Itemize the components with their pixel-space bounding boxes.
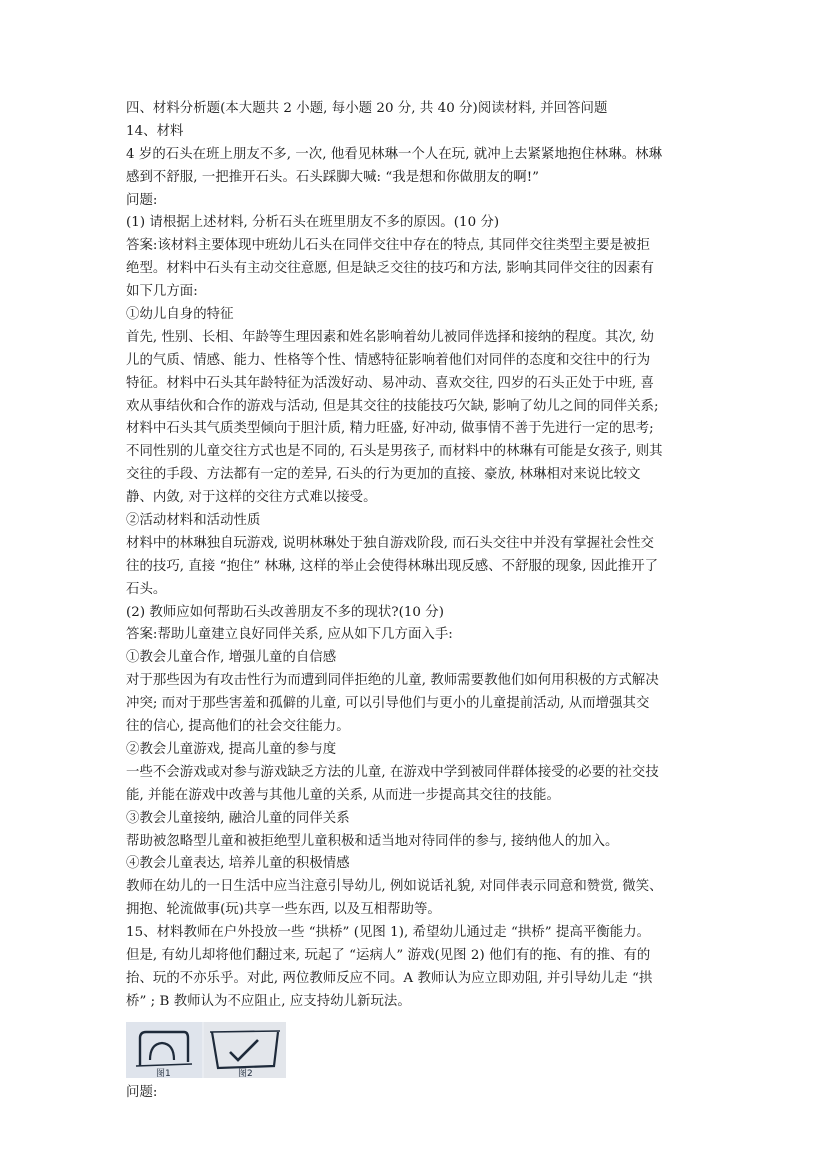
answer2-item2-line: 一些不会游戏或对参与游戏缺乏方法的儿童, 在游戏中学到被同伴群体接受的必要的社交技 bbox=[126, 764, 659, 780]
figure-1-label: 图1 bbox=[156, 1068, 171, 1078]
answer2-item1-line: 往的信心, 提高他们的社会交往能力。 bbox=[126, 719, 350, 735]
point1-line: 材料中石头其气质类型倾向于胆汁质, 精力旺盛, 好冲动, 做事情不善于先进行一定的思考; bbox=[126, 421, 654, 437]
point1-line: 儿的气质、情感、能力、性格等个性、情感特征影响着他们对同伴的态度和交往中的行为 bbox=[126, 352, 651, 368]
answer1-line: 答案:该材料主要体现中班幼儿石头在同伴交往中存在的特点, 其同伴交往类型主要是被拒 bbox=[126, 238, 650, 254]
point1-line: 特征。材料中石头其年龄特征为活泼好动、易冲动、喜欢交往, 四岁的石头正处于中班, 喜 bbox=[126, 375, 654, 391]
q15-material-line: 15、材料教师在户外投放一些 “拱桥” (见图 1), 希望幼儿通过走 “拱桥” 提高平衡能力。 bbox=[126, 925, 651, 941]
figure-strip bbox=[126, 1022, 286, 1078]
point1-line: 首先, 性别、长相、年龄等生理因素和姓名影响着幼儿被同伴选择和接纳的程度。其次, 幼 bbox=[126, 329, 654, 345]
answer2-item4-line: 拥抱、轮流做事(玩)共享一些东西, 以及互相帮助等。 bbox=[126, 902, 441, 918]
point2-line: 往的技巧, 直接 “抱住” 林琳, 这样的举止会使得林琳出现反感、不舒服的现象, 因此推开了 bbox=[126, 558, 659, 574]
point1-title: ①幼儿自身的特征 bbox=[126, 307, 234, 323]
figure-2-label: 图2 bbox=[238, 1068, 253, 1078]
point1-line: 欢从事结伙和合作的游戏与活动, 但是其交往的技能技巧欠缺, 影响了幼儿之间的同伴关系; bbox=[126, 398, 659, 414]
answer2-item2-title: ②教会儿童游戏, 提高儿童的参与度 bbox=[126, 741, 337, 757]
figure-2-flipped-bridge bbox=[204, 1022, 286, 1078]
point1-line: 交往的手段、方法都有一定的差异, 石头的行为更加的直接、豪放, 林琳相对来说比较文 bbox=[126, 467, 641, 483]
q14-sub-question-1: (1) 请根据上述材料, 分析石头在班里朋友不多的原因。(10 分) bbox=[126, 215, 500, 231]
answer2-item2-line: 能, 并能在游戏中改善与其他儿童的关系, 从而进一步提高其交往的技能。 bbox=[126, 787, 560, 803]
arch-bridge-sketch bbox=[126, 1022, 202, 1078]
point2-line: 材料中的林琳独自玩游戏, 说明林琳处于独自游戏阶段, 而石头交往中并没有掌握社会性交 bbox=[126, 535, 654, 551]
figure-1-arch-bridge bbox=[126, 1022, 202, 1078]
q14-material-line: 感到不舒服, 一把推开石头。石头踩脚大喊: “我是想和你做朋友的啊!” bbox=[126, 169, 540, 185]
q15-material-line: 桥” ; B 教师认为不应阻止, 应支持幼儿新玩法。 bbox=[126, 993, 411, 1009]
q15-material-line: 但是, 有幼儿却将他们翻过来, 玩起了 “运病人” 游戏(见图 2) 他们有的拖、有的推、有的 bbox=[126, 947, 651, 963]
q15-question-label: 问题: bbox=[126, 1084, 158, 1100]
answer2-item1-title: ①教会儿童合作, 增强儿童的自信感 bbox=[126, 650, 337, 666]
section-heading: 四、材料分析题(本大题共 2 小题, 每小题 20 分, 共 40 分)阅读材料, 并回答问题 bbox=[126, 101, 608, 116]
point1-line: 不同性别的儿童交往方式也是不同的, 石头是男孩子, 而材料中的林琳有可能是女孩子, 则其 bbox=[126, 444, 663, 460]
answer2-item3-title: ③教会儿童接纳, 融洽儿童的同伴关系 bbox=[126, 810, 350, 826]
q14-material-line: 4 岁的石头在班上朋友不多, 一次, 他看见林琳一个人在玩, 就冲上去紧紧地抱住林琳。林琳 bbox=[126, 146, 663, 162]
answer1-line: 如下几方面: bbox=[126, 284, 198, 300]
point1-line: 静、内敛, 对于这样的交往方式难以接受。 bbox=[126, 490, 377, 506]
q14-sub-question-2: (2) 教师应如何帮助石头改善朋友不多的现状?(10 分) bbox=[126, 604, 445, 620]
document-page bbox=[126, 98, 706, 1105]
q14-question-label: 问题: bbox=[126, 192, 158, 208]
answer2-item4-title: ④教会儿童表达, 培养儿童的积极情感 bbox=[126, 856, 350, 872]
answer2-item1-line: 冲突; 而对于那些害羞和孤僻的儿童, 可以引导他们与更小的儿童提前活动, 从而增强其交 bbox=[126, 696, 650, 712]
q15-material-line: 抬、玩的不亦乐乎。对此, 两位教师反应不同。A 教师认为应立即劝阻, 并引导幼儿走 “拱 bbox=[126, 970, 653, 986]
answer1-line: 绝型。材料中石头有主动交往意愿, 但是缺乏交往的技巧和方法, 影响其同伴交往的因素有 bbox=[126, 261, 654, 277]
answer2-intro: 答案:帮助儿童建立良好同伴关系, 应从如下几方面入手: bbox=[126, 627, 453, 643]
answer2-item3-line: 帮助被忽略型儿童和被拒绝型儿童积极和适当地对待同伴的参与, 接纳他人的加入。 bbox=[126, 833, 619, 849]
answer2-item1-line: 对于那些因为有攻击性行为而遭到同伴拒绝的儿童, 教师需要教他们如何用积极的方式解决 bbox=[126, 673, 659, 689]
point2-line: 石头。 bbox=[126, 581, 167, 597]
point2-title: ②活动材料和活动性质 bbox=[126, 513, 261, 529]
flipped-bridge-sketch bbox=[204, 1022, 286, 1078]
q14-title: 14、材料 bbox=[126, 123, 184, 139]
answer2-item4-line: 教师在幼儿的一日生活中应当注意引导幼儿, 例如说话礼貌, 对同伴表示同意和赞赏, 微笑、 bbox=[126, 879, 663, 895]
